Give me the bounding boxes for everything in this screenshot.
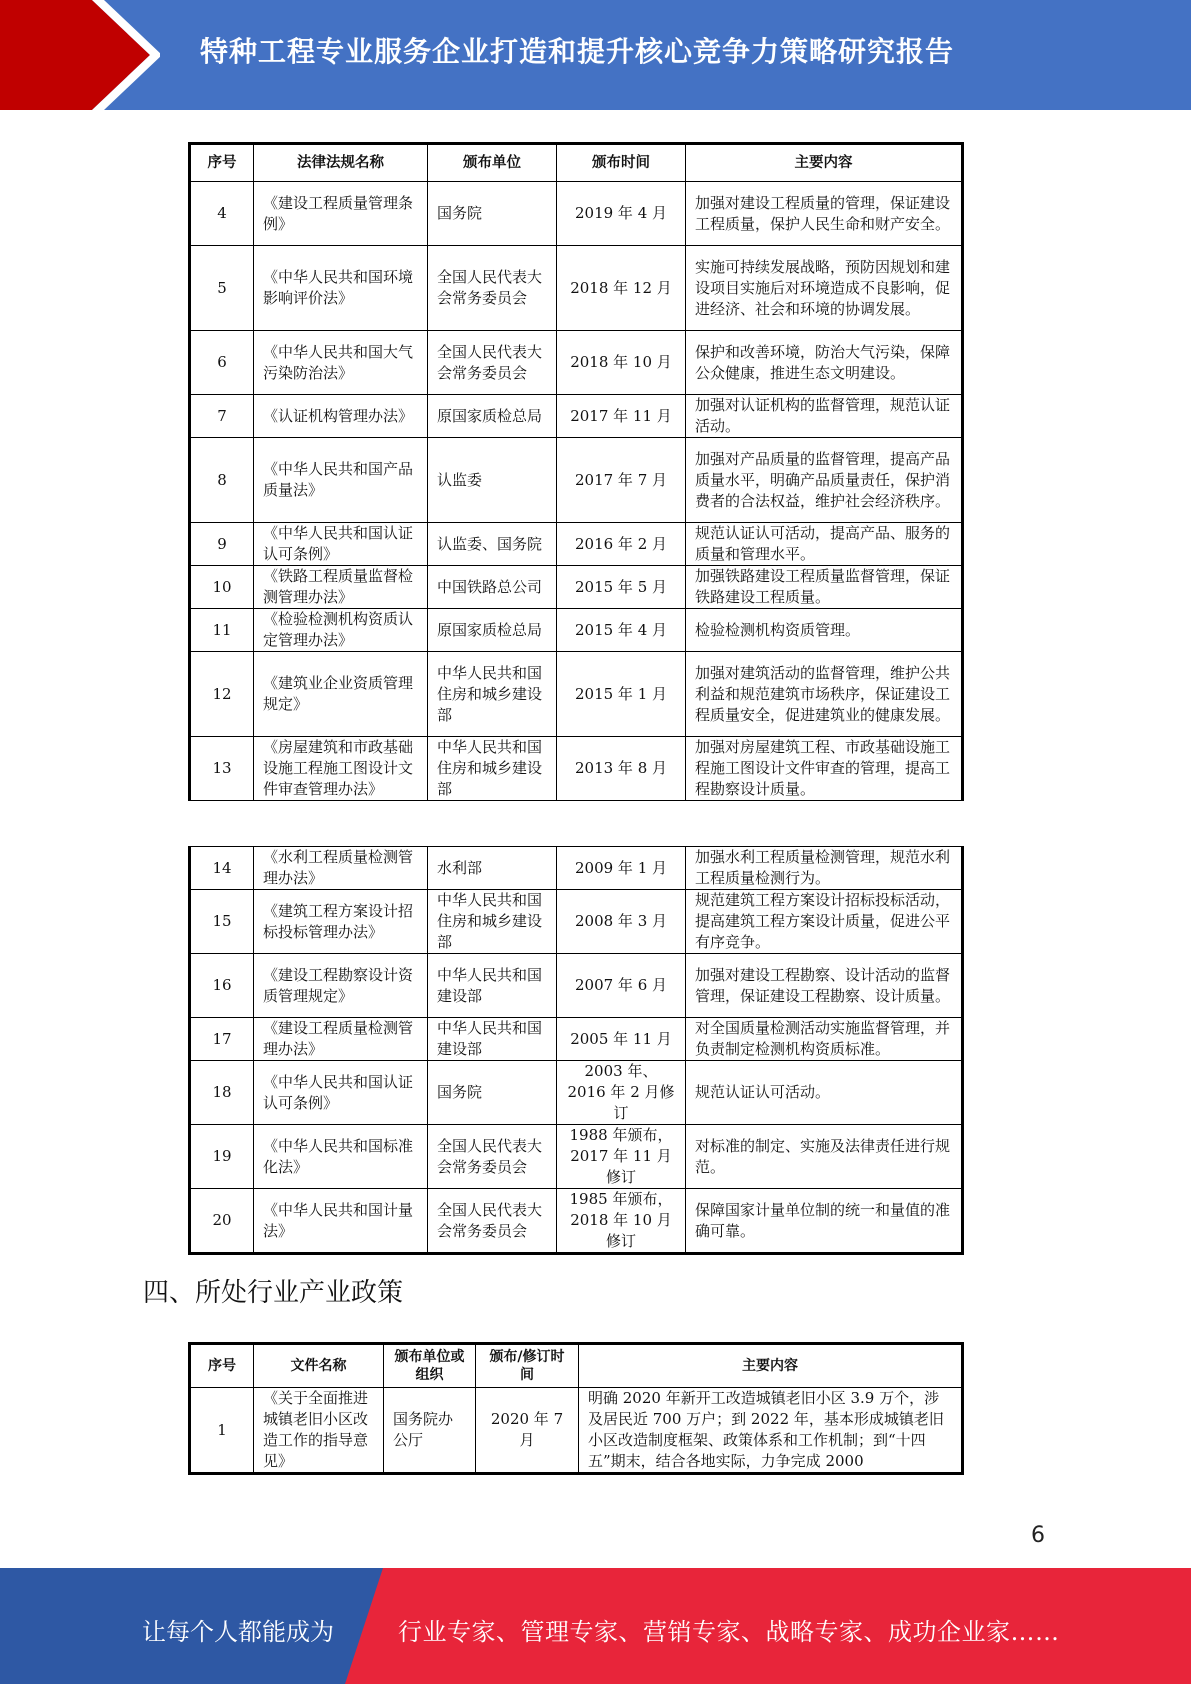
row-name: 《中华人民共和国标准化法》 (254, 1125, 428, 1189)
footer-banner (0, 1568, 1191, 1684)
row-issuer: 全国人民代表大会常务委员会 (428, 331, 557, 395)
laws-table-part-1 (188, 142, 964, 801)
section-heading: 四、所处行业产业政策 (143, 1278, 404, 1308)
table-row (190, 1388, 963, 1474)
table-row (190, 1018, 963, 1061)
table-row (190, 1125, 963, 1189)
table-row (190, 890, 963, 954)
row-name: 《中华人民共和国认证认可条例》 (254, 1061, 428, 1125)
row-content: 规范认证认可活动，提高产品、服务的质量和管理水平。 (686, 523, 963, 566)
footer-slogan-right: 行业专家、管理专家、营销专家、战略专家、成功企业家…… (398, 1618, 1060, 1646)
report-title: 特种工程专业服务企业打造和提升核心竞争力策略研究报告 (200, 35, 955, 68)
row-date: 2003 年、2016 年 2 月修订 (557, 1061, 686, 1125)
page-number: 6 (1031, 1523, 1045, 1548)
row-issuer: 认监委 (428, 438, 557, 523)
row-name: 《中华人民共和国环境影响评价法》 (254, 246, 428, 331)
row-no: 18 (190, 1061, 254, 1125)
row-date: 2018 年 12 月 (557, 246, 686, 331)
row-issuer: 中华人民共和国建设部 (428, 1018, 557, 1061)
row-date: 2017 年 7 月 (557, 438, 686, 523)
column-header-date: 颁布时间 (557, 144, 686, 182)
row-date: 1985 年颁布，2018 年 10 月修订 (557, 1189, 686, 1254)
row-no: 4 (190, 182, 254, 246)
row-date: 2018 年 10 月 (557, 331, 686, 395)
header-banner (0, 0, 1191, 110)
row-date: 2015 年 4 月 (557, 609, 686, 652)
column-header-no: 序号 (190, 144, 254, 182)
row-issuer: 国务院 (428, 1061, 557, 1125)
column-header-no: 序号 (190, 1344, 254, 1388)
row-name: 《中华人民共和国认证认可条例》 (254, 523, 428, 566)
row-no: 10 (190, 566, 254, 609)
row-content: 明确 2020 年新开工改造城镇老旧小区 3.9 万个，涉及居民近 700 万户；到 2022 年，基本形成城镇老旧小区改造制度框架、政策体系和工作机制；到“十四五”期末，结合各地实际，力争完成 2000 (579, 1388, 963, 1474)
row-issuer: 全国人民代表大会常务委员会 (428, 1189, 557, 1254)
row-content: 规范建筑工程方案设计招标投标活动，提高建筑工程方案设计质量，促进公平有序竞争。 (686, 890, 963, 954)
row-no: 7 (190, 395, 254, 438)
row-name: 《水利工程质量检测管理办法》 (254, 847, 428, 890)
row-no: 9 (190, 523, 254, 566)
row-name: 《建设工程质量检测管理办法》 (254, 1018, 428, 1061)
row-issuer: 水利部 (428, 847, 557, 890)
row-name: 《建筑业企业资质管理规定》 (254, 652, 428, 737)
row-name: 《关于全面推进城镇老旧小区改造工作的指导意见》 (254, 1388, 384, 1474)
row-name: 《检验检测机构资质认定管理办法》 (254, 609, 428, 652)
table-row (190, 438, 963, 523)
row-content: 加强对建设工程勘察、设计活动的监督管理，保证建设工程勘察、设计质量。 (686, 954, 963, 1018)
policy-table (188, 1342, 964, 1475)
row-date: 2008 年 3 月 (557, 890, 686, 954)
row-no: 16 (190, 954, 254, 1018)
row-issuer: 中国铁路总公司 (428, 566, 557, 609)
row-date: 2015 年 5 月 (557, 566, 686, 609)
row-content: 加强铁路建设工程质量监督管理，保证铁路建设工程质量。 (686, 566, 963, 609)
row-issuer: 中华人民共和国建设部 (428, 954, 557, 1018)
row-date: 2019 年 4 月 (557, 182, 686, 246)
table-row (190, 246, 963, 331)
row-issuer: 中华人民共和国住房和城乡建设部 (428, 652, 557, 737)
column-header-issuer: 颁布单位 (428, 144, 557, 182)
table-row (190, 847, 963, 890)
row-date: 2013 年 8 月 (557, 737, 686, 801)
table-row (190, 652, 963, 737)
row-name: 《中华人民共和国产品质量法》 (254, 438, 428, 523)
table-row (190, 331, 963, 395)
row-content: 加强对房屋建筑工程、市政基础设施工程施工图设计文件审查的管理，提高工程勘察设计质量。 (686, 737, 963, 801)
row-no: 17 (190, 1018, 254, 1061)
row-name: 《房屋建筑和市政基础设施工程施工图设计文件审查管理办法》 (254, 737, 428, 801)
row-date: 1988 年颁布，2017 年 11 月修订 (557, 1125, 686, 1189)
footer-slogan-left: 让每个人都能成为 (142, 1618, 334, 1646)
row-content: 加强对建设工程质量的管理，保证建设工程质量，保护人民生命和财产安全。 (686, 182, 963, 246)
column-header-name: 法律法规名称 (254, 144, 428, 182)
row-content: 检验检测机构资质管理。 (686, 609, 963, 652)
row-no: 20 (190, 1189, 254, 1254)
row-content: 对标准的制定、实施及法律责任进行规范。 (686, 1125, 963, 1189)
table-row (190, 1061, 963, 1125)
table-row (190, 954, 963, 1018)
row-name: 《铁路工程质量监督检测管理办法》 (254, 566, 428, 609)
row-name: 《中华人民共和国计量法》 (254, 1189, 428, 1254)
row-no: 11 (190, 609, 254, 652)
column-header-name: 文件名称 (254, 1344, 384, 1388)
row-name: 《认证机构管理办法》 (254, 395, 428, 438)
row-content: 实施可持续发展战略，预防因规划和建设项目实施后对环境造成不良影响，促进经济、社会和环境的协调发展。 (686, 246, 963, 331)
row-name: 《建筑工程方案设计招标投标管理办法》 (254, 890, 428, 954)
row-issuer: 国务院办公厅 (384, 1388, 476, 1474)
column-header-content: 主要内容 (579, 1344, 963, 1388)
row-issuer: 全国人民代表大会常务委员会 (428, 246, 557, 331)
row-content: 加强对产品质量的监督管理，提高产品质量水平，明确产品质量责任，保护消费者的合法权益，维护社会经济秩序。 (686, 438, 963, 523)
row-date: 2007 年 6 月 (557, 954, 686, 1018)
row-no: 12 (190, 652, 254, 737)
row-issuer: 全国人民代表大会常务委员会 (428, 1125, 557, 1189)
table-header-row (190, 1344, 963, 1388)
row-date: 2016 年 2 月 (557, 523, 686, 566)
row-date: 2020 年 7 月 (476, 1388, 579, 1474)
laws-table-part-2 (188, 846, 964, 1255)
row-content: 加强水利工程质量检测管理，规范水利工程质量检测行为。 (686, 847, 963, 890)
row-date: 2005 年 11 月 (557, 1018, 686, 1061)
row-issuer: 原国家质检总局 (428, 609, 557, 652)
table-row (190, 609, 963, 652)
row-no: 6 (190, 331, 254, 395)
row-name: 《建设工程质量管理条例》 (254, 182, 428, 246)
table-row (190, 523, 963, 566)
row-no: 8 (190, 438, 254, 523)
table-row (190, 395, 963, 438)
row-name: 《中华人民共和国大气污染防治法》 (254, 331, 428, 395)
row-content: 加强对建筑活动的监督管理，维护公共利益和规范建筑市场秩序，保证建设工程质量安全，促进建筑业的健康发展。 (686, 652, 963, 737)
row-content: 对全国质量检测活动实施监督管理，并负责制定检测机构资质标准。 (686, 1018, 963, 1061)
row-date: 2015 年 1 月 (557, 652, 686, 737)
row-date: 2017 年 11 月 (557, 395, 686, 438)
chevron-arrow-icon (0, 0, 160, 110)
row-no: 5 (190, 246, 254, 331)
row-issuer: 国务院 (428, 182, 557, 246)
row-issuer: 原国家质检总局 (428, 395, 557, 438)
row-no: 13 (190, 737, 254, 801)
row-no: 19 (190, 1125, 254, 1189)
table-header-row (190, 144, 963, 182)
table-row (190, 566, 963, 609)
row-content: 保护和改善环境，防治大气污染，保障公众健康，推进生态文明建设。 (686, 331, 963, 395)
table-row (190, 737, 963, 801)
row-issuer: 中华人民共和国住房和城乡建设部 (428, 737, 557, 801)
column-header-content: 主要内容 (686, 144, 963, 182)
row-content: 保障国家计量单位制的统一和量值的准确可靠。 (686, 1189, 963, 1254)
column-header-date: 颁布/修订时间 (476, 1344, 579, 1388)
table-row (190, 182, 963, 246)
row-issuer: 认监委、国务院 (428, 523, 557, 566)
row-content: 规范认证认可活动。 (686, 1061, 963, 1125)
row-name: 《建设工程勘察设计资质管理规定》 (254, 954, 428, 1018)
row-no: 14 (190, 847, 254, 890)
row-content: 加强对认证机构的监督管理，规范认证活动。 (686, 395, 963, 438)
row-date: 2009 年 1 月 (557, 847, 686, 890)
table-row (190, 1189, 963, 1254)
row-issuer: 中华人民共和国住房和城乡建设部 (428, 890, 557, 954)
row-no: 15 (190, 890, 254, 954)
column-header-issuer: 颁布单位或组织 (384, 1344, 476, 1388)
row-no: 1 (190, 1388, 254, 1474)
